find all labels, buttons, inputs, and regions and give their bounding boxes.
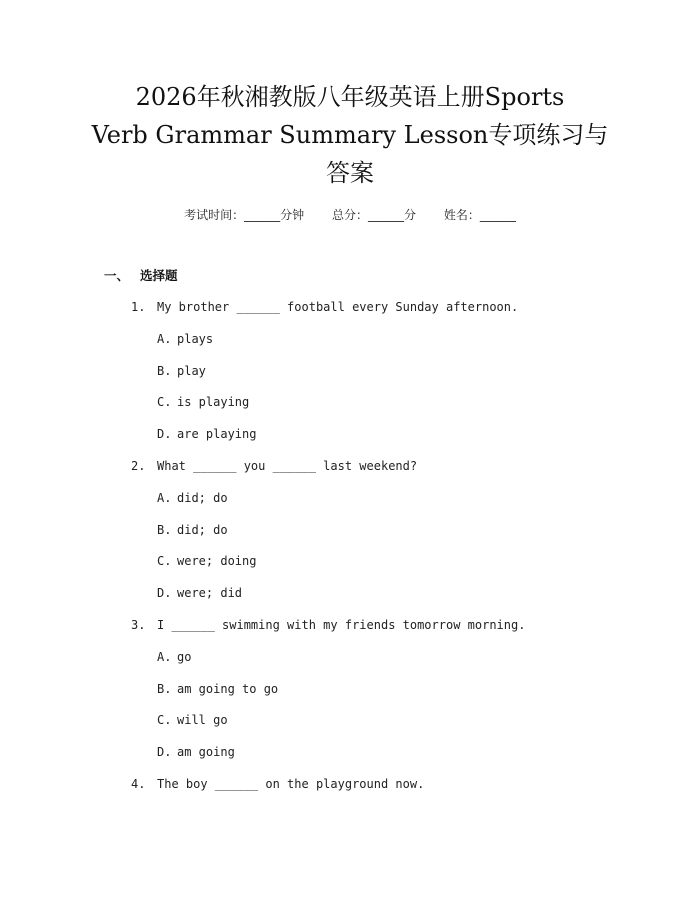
answer-option [0, 519, 700, 551]
answer-option [0, 360, 700, 392]
question-stem [0, 614, 700, 646]
section-heading [104, 266, 178, 284]
title-line-1: 2026年秋湘教版八年级英语上册Sports [135, 83, 565, 111]
option-letter: A. [157, 490, 172, 505]
answer-option [0, 328, 700, 360]
answer-option [0, 582, 700, 614]
option-text: plays [177, 331, 214, 346]
section-number: 一、 [104, 268, 130, 283]
option-text: play [177, 363, 206, 378]
option-letter: B. [157, 522, 172, 537]
option-text: am going [177, 745, 235, 760]
question-text: I ______ swimming with my friends tomorrow morning. [157, 617, 526, 632]
option-letter: B. [157, 363, 172, 378]
option-letter: A. [157, 331, 172, 346]
question-number: 3. [131, 617, 146, 632]
answer-option [0, 678, 700, 710]
title-line-3: 答案 [326, 159, 374, 187]
exam-info [0, 206, 700, 223]
option-letter: C. [157, 713, 172, 728]
option-letter: D. [157, 427, 172, 442]
option-text: did; do [177, 522, 228, 537]
question-stem [0, 773, 700, 805]
option-text: go [177, 649, 192, 664]
option-text: is playing [177, 395, 250, 410]
question-text: The boy ______ on the playground now. [157, 776, 425, 791]
question-number: 4. [131, 776, 146, 791]
answer-option [0, 646, 700, 678]
answer-option [0, 741, 700, 773]
answer-option [0, 550, 700, 582]
exam-score-field: 总分：______分 [331, 208, 416, 222]
exam-time-field: 考试时间：______分钟 [184, 208, 305, 222]
question-number: 2. [131, 458, 146, 473]
question-text: What ______ you ______ last weekend? [157, 458, 418, 473]
exam-name-field: 姓名：______ [443, 208, 516, 222]
answer-option [0, 391, 700, 423]
option-text: are playing [177, 427, 257, 442]
option-letter: D. [157, 745, 172, 760]
option-text: am going to go [177, 681, 279, 696]
option-letter: C. [157, 554, 172, 569]
option-letter: A. [157, 649, 172, 664]
document-title [70, 78, 630, 192]
option-text: were; did [177, 586, 243, 601]
question-number: 1. [131, 300, 146, 314]
section-title: 选择题 [140, 268, 178, 283]
option-text: will go [177, 713, 228, 728]
answer-option [0, 423, 700, 455]
answer-option [0, 709, 700, 741]
answer-option [0, 487, 700, 519]
title-line-2: Verb Grammar Summary Lesson专项练习与 [91, 121, 609, 149]
question-stem [0, 455, 700, 487]
question-stem [0, 296, 700, 328]
option-text: did; do [177, 490, 228, 505]
option-letter: C. [157, 395, 172, 410]
question-text: My brother ______ football every Sunday afternoon. [157, 300, 519, 314]
question-list [0, 296, 700, 805]
option-text: were; doing [177, 554, 257, 569]
option-letter: B. [157, 681, 172, 696]
option-letter: D. [157, 586, 172, 601]
